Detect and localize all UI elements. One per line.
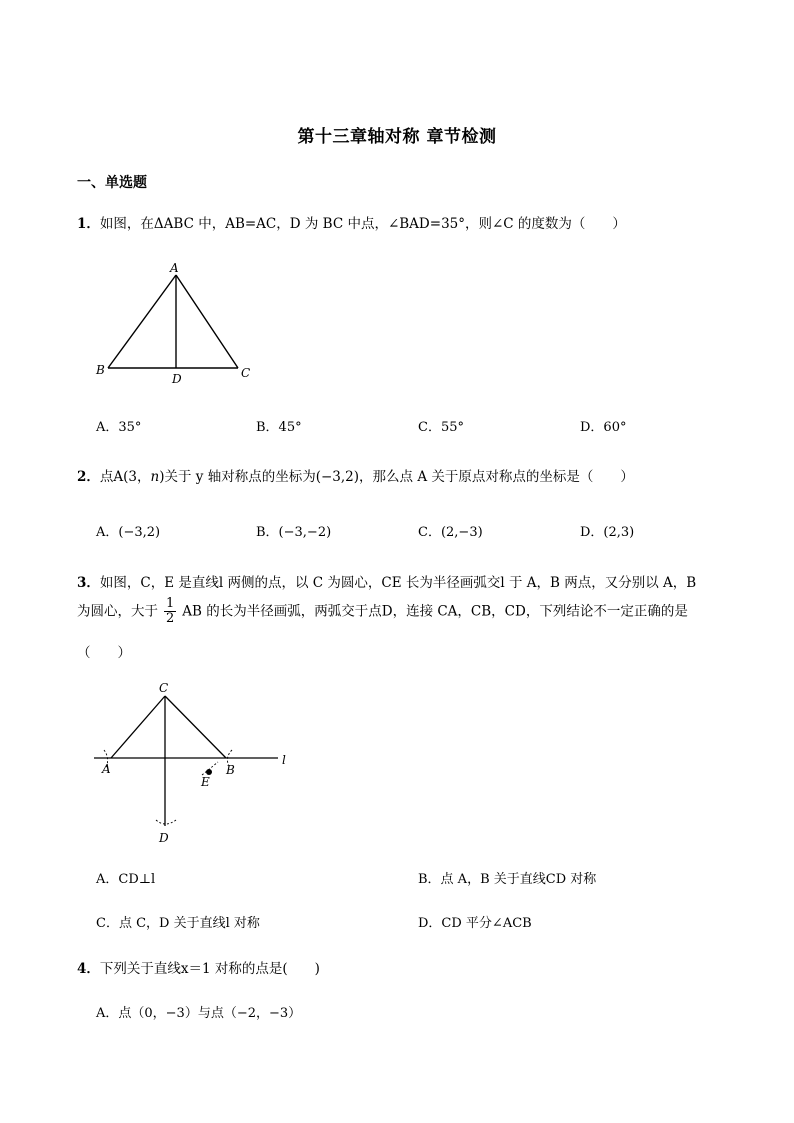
question-number: 2． xyxy=(77,469,100,485)
section-heading: 一、单选题 xyxy=(77,175,147,191)
label-d: D xyxy=(159,831,169,845)
q3-option-a[interactable]: A．CD⊥l xyxy=(96,872,156,887)
label-b: B xyxy=(226,763,235,777)
coordinate: (−3,2) xyxy=(315,469,360,485)
q2-option-d[interactable]: D．(2,3) xyxy=(580,525,635,540)
q2-option-c[interactable]: C．(2,−3) xyxy=(418,525,483,540)
q1-option-c[interactable]: C．55° xyxy=(418,420,464,435)
q1-option-b[interactable]: B．45° xyxy=(256,420,302,435)
label-c: C xyxy=(159,681,169,695)
q2-option-a[interactable]: A．(−3,2) xyxy=(96,525,161,540)
question-3-line-3: （ ） xyxy=(77,645,131,661)
q1-option-a[interactable]: A．35° xyxy=(96,420,142,435)
question-text: 为圆心，大于 xyxy=(77,603,158,620)
side-ab xyxy=(108,275,176,368)
question-text: 关于 y 轴对称点的坐标为 xyxy=(164,469,316,485)
label-e: E xyxy=(201,775,210,789)
label-b: B xyxy=(96,363,105,377)
question-number: 3． xyxy=(77,575,100,591)
q1-option-d[interactable]: D．60° xyxy=(580,420,627,435)
q2-option-b[interactable]: B．(−3,−2) xyxy=(256,525,332,540)
segment-ca xyxy=(111,696,165,758)
question-number: 4． xyxy=(77,961,100,977)
fraction-numerator: 1 xyxy=(166,596,175,611)
question-text: 下列关于直线x＝1 对称的点是( ) xyxy=(99,961,320,977)
question-text: ，那么点 A 关于原点对称点的坐标是（ ） xyxy=(359,469,634,485)
question-3-line-2 xyxy=(77,597,688,627)
construction-figure xyxy=(90,678,300,848)
question-2 xyxy=(77,465,634,485)
question-1 xyxy=(77,212,626,232)
side-ac xyxy=(176,275,238,368)
label-a: A xyxy=(102,762,111,776)
question-text: 如图，C，E 是直线l 两侧的点，以 C 为圆心，CE 长为半径画弧交l 于 A，B 两点，又分别以 A，B xyxy=(99,575,697,591)
arc-mark-d xyxy=(156,820,176,824)
q3-option-c[interactable]: C．点 C，D 关于直线l 对称 xyxy=(96,916,260,931)
segment-cb xyxy=(165,696,226,758)
question-text: 如图，在ΔABC 中，AB=AC，D 为 BC 中点，∠BAD=35°，则∠C 的度数为（ ） xyxy=(99,216,626,232)
label-l: l xyxy=(282,753,286,767)
question-text: 点 xyxy=(99,469,114,485)
triangle-figure xyxy=(90,258,260,388)
fraction-denominator: 2 xyxy=(166,611,175,627)
label-d: D xyxy=(172,372,182,386)
question-4 xyxy=(77,957,320,977)
paren-close: ) xyxy=(159,469,165,485)
question-text: AB 的长为半径画弧，两弧交于点D，连接 CA，CB，CD，下列结论不一定正确的是 xyxy=(182,603,688,620)
q4-option-a[interactable]: A．点（0，−3）与点（−2，−3） xyxy=(96,1006,302,1021)
q3-option-b[interactable]: B．点 A，B 关于直线CD 对称 xyxy=(418,872,597,887)
page-title: 第十三章轴对称 章节检测 xyxy=(297,127,497,147)
q3-option-d[interactable]: D．CD 平分∠ACB xyxy=(418,916,532,931)
label-c: C xyxy=(241,366,251,380)
fraction-half xyxy=(164,597,176,627)
question-3-line-1 xyxy=(77,571,696,591)
label-a: A xyxy=(170,261,179,275)
point-a: A(3， xyxy=(113,469,151,485)
var-n: n xyxy=(150,469,160,485)
question-number: 1． xyxy=(77,216,100,232)
